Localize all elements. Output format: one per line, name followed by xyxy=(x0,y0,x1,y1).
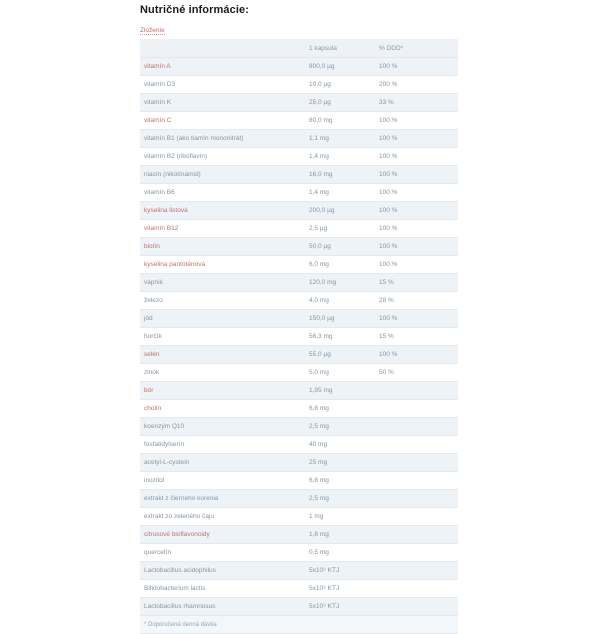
ingredient-label: vitamín B1 (ako tiamín mononitrát) xyxy=(140,130,305,148)
ingredient-label: Bifidobacterium lactis xyxy=(140,580,305,598)
ingredient-label-link[interactable]: citrusové bioflavonoidy xyxy=(140,526,305,544)
table-row xyxy=(140,346,458,364)
column-header-percent: % DDD* xyxy=(375,39,458,58)
table-row xyxy=(140,130,458,148)
amount-value: 80,0 mg xyxy=(305,112,375,130)
amount-value: 16,0 mg xyxy=(305,166,375,184)
percent-value xyxy=(375,472,458,490)
percent-value: 100 % xyxy=(375,184,458,202)
table-row xyxy=(140,58,458,76)
amount-value: 5x10⁹ KTJ xyxy=(305,562,375,580)
table-row xyxy=(140,292,458,310)
table-row xyxy=(140,328,458,346)
table-row xyxy=(140,382,458,400)
table-row xyxy=(140,310,458,328)
percent-value xyxy=(375,544,458,562)
nutrition-table xyxy=(140,39,458,634)
table-row xyxy=(140,436,458,454)
ingredient-label: Lactobacillus rhamnosus xyxy=(140,598,305,616)
table-header-row xyxy=(140,39,458,58)
amount-value: 2,5 mg xyxy=(305,490,375,508)
amount-value: 56,3 mg xyxy=(305,328,375,346)
percent-value xyxy=(375,418,458,436)
ingredient-label: quercetín xyxy=(140,544,305,562)
percent-value xyxy=(375,598,458,616)
composition-link[interactable]: Zloženie xyxy=(140,27,165,34)
table-row xyxy=(140,220,458,238)
table-row xyxy=(140,562,458,580)
ingredient-label: fosfatidylserín xyxy=(140,436,305,454)
amount-value: 25,0 µg xyxy=(305,94,375,112)
ingredient-label: vápnik xyxy=(140,274,305,292)
ingredient-label: extrakt z čierneho korenia xyxy=(140,490,305,508)
page-title: Nutričné informácie: xyxy=(140,4,249,16)
table-row xyxy=(140,256,458,274)
table-row xyxy=(140,274,458,292)
ingredient-label-link[interactable]: vitamín B12 xyxy=(140,220,305,238)
ingredient-label: niacín (nikotínamid) xyxy=(140,166,305,184)
table-row xyxy=(140,472,458,490)
footnote-text: * Doporučená denná dávka xyxy=(140,616,458,634)
amount-value: 6,8 mg xyxy=(305,472,375,490)
table-row xyxy=(140,454,458,472)
amount-value: 800,0 µg xyxy=(305,58,375,76)
amount-value: 2,5 µg xyxy=(305,220,375,238)
ingredient-label-link[interactable]: vitamín A xyxy=(140,58,305,76)
percent-value: 100 % xyxy=(375,220,458,238)
table-row xyxy=(140,238,458,256)
percent-value: 28 % xyxy=(375,292,458,310)
amount-value: 120,0 mg xyxy=(305,274,375,292)
amount-value: 6,0 mg xyxy=(305,256,375,274)
amount-value: 50,0 µg xyxy=(305,238,375,256)
percent-value: 100 % xyxy=(375,58,458,76)
table-row xyxy=(140,148,458,166)
percent-value: 200 % xyxy=(375,76,458,94)
amount-value: 6,8 mg xyxy=(305,400,375,418)
ingredient-label: acetyl-L-cysteín xyxy=(140,454,305,472)
percent-value xyxy=(375,382,458,400)
percent-value: 100 % xyxy=(375,148,458,166)
amount-value: 1 mg xyxy=(305,508,375,526)
amount-value: 4,0 mg xyxy=(305,292,375,310)
column-header-amount: 1 kapsula xyxy=(305,39,375,58)
column-header-ingredient xyxy=(140,39,305,58)
percent-value xyxy=(375,436,458,454)
amount-value: 200,0 µg xyxy=(305,202,375,220)
percent-value xyxy=(375,508,458,526)
amount-value: 5x10⁹ KTJ xyxy=(305,598,375,616)
percent-value: 100 % xyxy=(375,346,458,364)
ingredient-label: vitamín D3 xyxy=(140,76,305,94)
ingredient-label: železo xyxy=(140,292,305,310)
ingredient-label: jód xyxy=(140,310,305,328)
table-row xyxy=(140,112,458,130)
percent-value: 100 % xyxy=(375,166,458,184)
table-row xyxy=(140,418,458,436)
amount-value: 25 mg xyxy=(305,454,375,472)
table-row xyxy=(140,400,458,418)
amount-value: 1,4 mg xyxy=(305,148,375,166)
ingredient-label: Lactobacillus acidophilus xyxy=(140,562,305,580)
ingredient-label-link[interactable]: cholín xyxy=(140,400,305,418)
percent-value: 100 % xyxy=(375,238,458,256)
percent-value xyxy=(375,526,458,544)
percent-value: 100 % xyxy=(375,256,458,274)
nutrition-section xyxy=(140,4,460,634)
percent-value: 100 % xyxy=(375,202,458,220)
percent-value: 100 % xyxy=(375,130,458,148)
percent-value xyxy=(375,454,458,472)
amount-value: 5x10⁹ KTJ xyxy=(305,580,375,598)
percent-value xyxy=(375,490,458,508)
ingredient-label-link[interactable]: kyselina listová xyxy=(140,202,305,220)
ingredient-label-link[interactable]: selén xyxy=(140,346,305,364)
amount-value: 150,0 µg xyxy=(305,310,375,328)
ingredient-label-link[interactable]: bór xyxy=(140,382,305,400)
percent-value: 50 % xyxy=(375,364,458,382)
percent-value: 100 % xyxy=(375,310,458,328)
amount-value: 10,0 µg xyxy=(305,76,375,94)
table-row xyxy=(140,364,458,382)
amount-value: 1,95 mg xyxy=(305,382,375,400)
ingredient-label-link[interactable]: kyselina pantoténová xyxy=(140,256,305,274)
table-row xyxy=(140,166,458,184)
table-row xyxy=(140,490,458,508)
percent-value xyxy=(375,580,458,598)
amount-value: 0,5 mg xyxy=(305,544,375,562)
percent-value: 15 % xyxy=(375,274,458,292)
ingredient-label: zinok xyxy=(140,364,305,382)
ingredient-label: vitamín K xyxy=(140,94,305,112)
percent-value: 100 % xyxy=(375,112,458,130)
amount-value: 5,0 mg xyxy=(305,364,375,382)
percent-value: 15 % xyxy=(375,328,458,346)
table-row xyxy=(140,526,458,544)
amount-value: 55,0 µg xyxy=(305,346,375,364)
ingredient-label-link[interactable]: biotín xyxy=(140,238,305,256)
amount-value: 40 mg xyxy=(305,436,375,454)
table-row xyxy=(140,202,458,220)
table-row xyxy=(140,184,458,202)
percent-value xyxy=(375,400,458,418)
nutrition-table-body xyxy=(140,58,458,616)
ingredient-label: koenzým Q10 xyxy=(140,418,305,436)
ingredient-label: vitamín B2 (riboflavín) xyxy=(140,148,305,166)
amount-value: 2,5 mg xyxy=(305,418,375,436)
amount-value: 1,6 mg xyxy=(305,526,375,544)
ingredient-label: extrakt zo zeleného čaju xyxy=(140,508,305,526)
table-row xyxy=(140,598,458,616)
ingredient-label: vitamín B6 xyxy=(140,184,305,202)
table-row xyxy=(140,508,458,526)
table-row xyxy=(140,580,458,598)
ingredient-label: horčík xyxy=(140,328,305,346)
amount-value: 1,1 mg xyxy=(305,130,375,148)
footnote-row xyxy=(140,616,458,634)
amount-value: 1,4 mg xyxy=(305,184,375,202)
table-row xyxy=(140,76,458,94)
ingredient-label: inozitol xyxy=(140,472,305,490)
ingredient-label-link[interactable]: vitamín C xyxy=(140,112,305,130)
percent-value: 33 % xyxy=(375,94,458,112)
percent-value xyxy=(375,562,458,580)
table-row xyxy=(140,544,458,562)
table-row xyxy=(140,94,458,112)
